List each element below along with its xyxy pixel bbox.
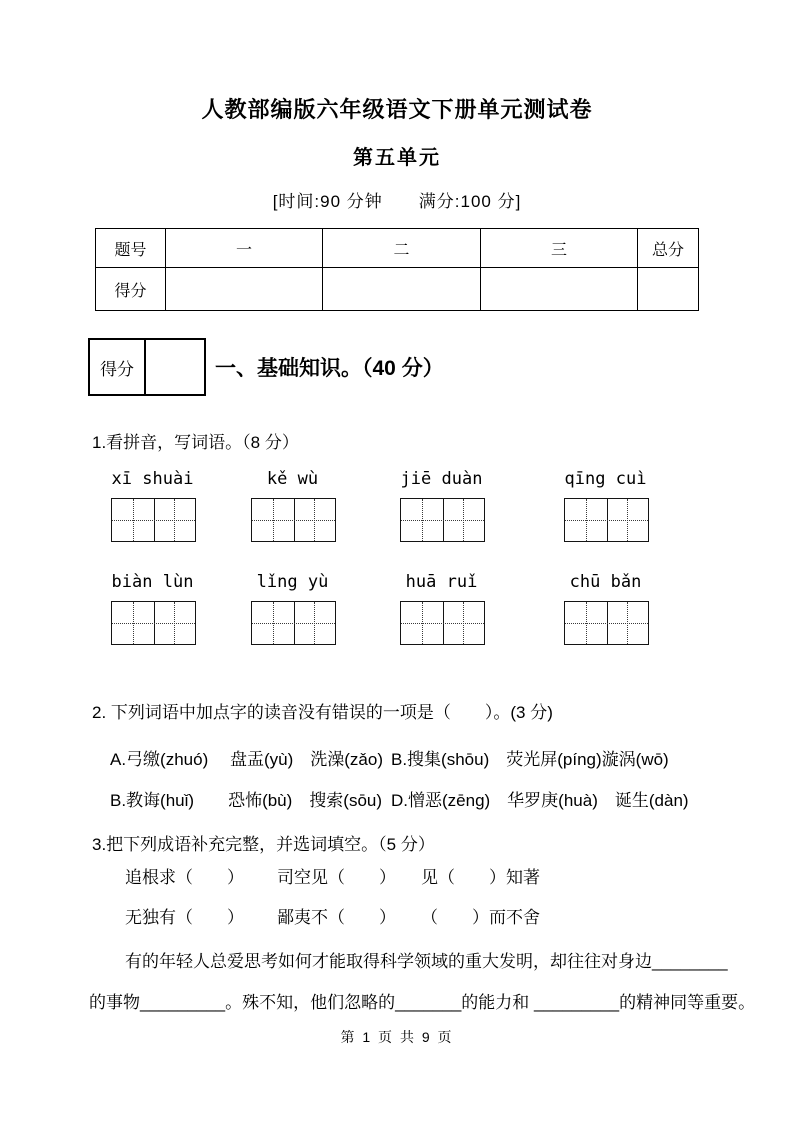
score-table-header-one: 一	[166, 229, 323, 268]
writing-grid[interactable]	[251, 601, 336, 645]
idiom-blank: 鄙夷不（ ）	[277, 908, 396, 927]
pinyin-label: biàn lùn	[111, 572, 194, 592]
fill-blank-paragraph-line1: 有的年轻人总爱思考如何才能取得科学领域的重大发明，却往往对身边________	[125, 952, 728, 971]
pinyin-label: qīng cuì	[564, 469, 647, 489]
idiom-blank: 追根求（ ）	[125, 868, 244, 887]
score-table-header-tihao: 题号	[96, 229, 166, 268]
page-number-footer: 第 1 页 共 9 页	[340, 1029, 454, 1045]
section-score-label: 得分	[90, 340, 146, 394]
section-score-box	[88, 338, 206, 396]
score-table-header-row	[96, 229, 699, 268]
writing-grid[interactable]	[111, 601, 196, 645]
score-table-header-two: 二	[323, 229, 481, 268]
score-cell-two[interactable]	[323, 268, 481, 311]
pinyin-label: jiē duàn	[400, 469, 483, 489]
writing-grid[interactable]	[111, 498, 196, 542]
fill-blank-paragraph-line2: 的事物_________。殊不知，他们忽略的_______的能力和 _________的精神同等重要。	[89, 993, 756, 1012]
score-summary-table	[95, 228, 699, 311]
pinyin-label: lǐng yù	[256, 572, 329, 592]
page-title: 人教部编版六年级语文下册单元测试卷	[201, 97, 593, 122]
score-cell-three[interactable]	[481, 268, 638, 311]
idiom-blank: （ ）而不舍	[421, 908, 540, 927]
question-2-prompt: 2. 下列词语中加点字的读音没有错误的一项是（ ）。(3 分)	[92, 703, 553, 722]
option-c: B.教诲(huǐ) 恐怖(bù) 搜索(sōu)	[110, 791, 383, 810]
writing-grid[interactable]	[564, 498, 649, 542]
section-one-heading: 一、基础知识。（40 分）	[215, 357, 444, 380]
time-score-line: [时间:90 分钟 满分:100 分]	[272, 192, 522, 211]
option-b: B.搜集(shōu) 荧光屏(píng)漩涡(wō)	[391, 750, 669, 769]
option-a: A.弓缴(zhuó) 盘盂(yù) 洗澡(zǎo)	[110, 750, 383, 769]
idiom-blank: 无独有（ ）	[125, 908, 244, 927]
writing-grid[interactable]	[400, 601, 485, 645]
score-cell-one[interactable]	[166, 268, 323, 311]
score-table-header-total: 总分	[638, 229, 699, 268]
pinyin-label: huā ruǐ	[405, 572, 478, 592]
unit-subtitle: 第五单元	[353, 147, 441, 169]
score-row-label: 得分	[96, 268, 166, 311]
writing-grid[interactable]	[564, 601, 649, 645]
pinyin-label: chū bǎn	[569, 572, 642, 592]
pinyin-label: xī shuài	[111, 469, 194, 489]
pinyin-label: kě wù	[266, 469, 319, 489]
question-1-prompt: 1.看拼音，写词语。（8 分）	[92, 433, 299, 452]
writing-grid[interactable]	[251, 498, 336, 542]
score-cell-total[interactable]	[638, 268, 699, 311]
writing-grid[interactable]	[400, 498, 485, 542]
question-3-prompt: 3.把下列成语补充完整，并选词填空。（5 分）	[92, 835, 435, 854]
option-d: D.憎恶(zēng) 华罗庚(huà) 诞生(dàn)	[391, 791, 689, 810]
idiom-blank: 见（ ）知著	[421, 868, 540, 887]
score-table-header-three: 三	[481, 229, 638, 268]
score-table-value-row	[96, 268, 699, 311]
idiom-blank: 司空见（ ）	[277, 868, 396, 887]
section-score-blank[interactable]	[146, 340, 204, 394]
